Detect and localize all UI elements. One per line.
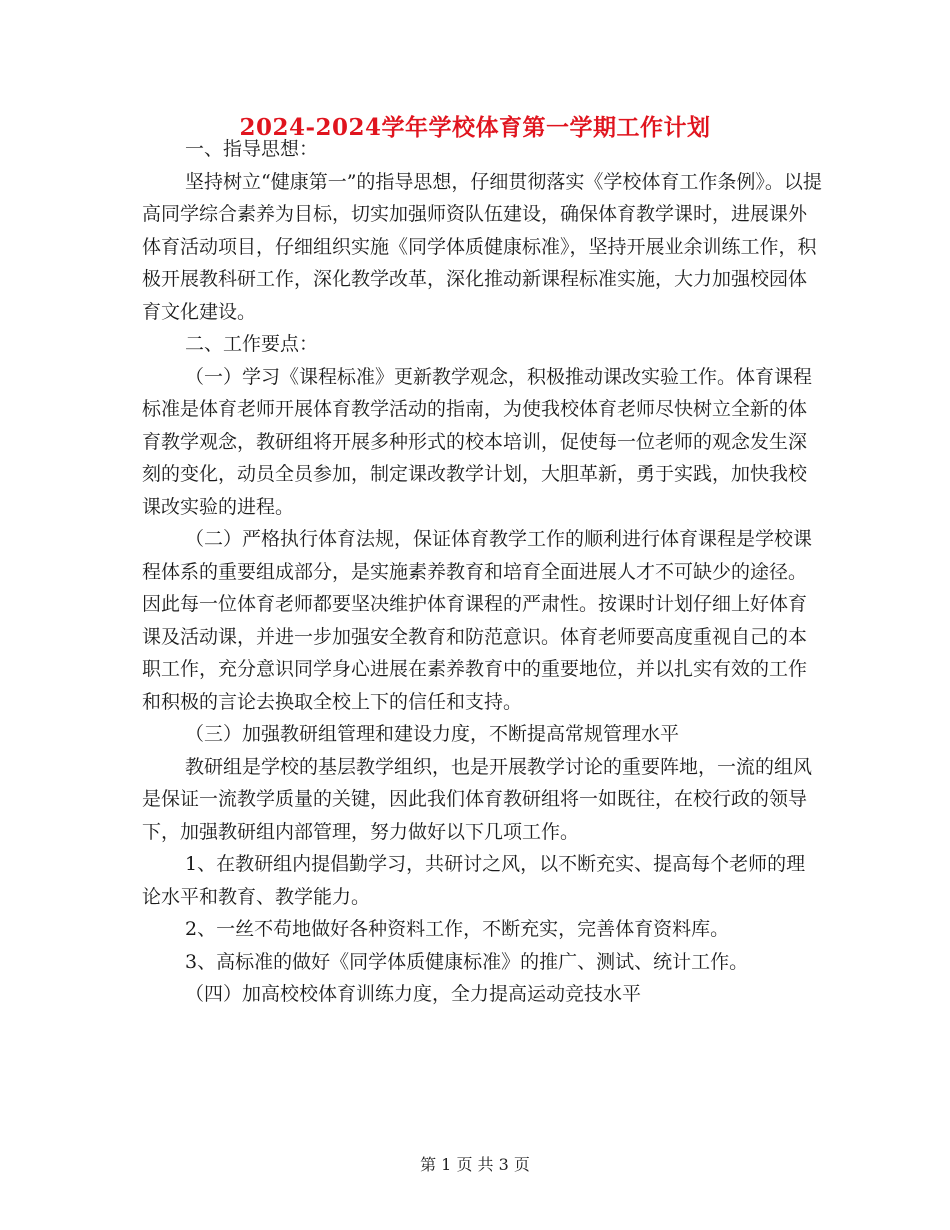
section-heading-work-points: 二、工作要点： (185, 333, 319, 355)
paragraph-pe-regulations: （二）严格执行体育法规，保证体育教学工作的顺利进行体育课程是学校课程体系的重要组成部分，是实施素养教育和培育全面进展人才不可缺少的途径。因此每一位体育老师都要坚决维护体育课程的严肃性。按课时计划仔细上好体育课及活动课，并进一步加强安全教育和防范意识。体育老师要高度重视自己的本职工作，充分意识同学身心进展在素养教育中的重要地位，并以扎实有效的工作和积极的言论去换取全校上下的信任和支持。 (142, 528, 813, 713)
subheading-sports-training: （四）加高校校体育训练力度，全力提高运动竞技水平 (185, 983, 642, 1005)
paragraph-guiding-thought: 坚持树立“健康第一”的指导思想，仔细贯彻落实《学校体育工作条例》。以提高同学综合素养为目标，切实加强师资队伍建设，确保体育教学课时，进展课外体育活动项目，仔细组织实施《同学体质健康标准》，坚持开展业余训练工作，积极开展教科研工作，深化教学改革，深化推动新课程标准实施，大力加强校园体育文化建设。 (142, 170, 822, 323)
list-item-health-standards: 3、高标准的做好《同学体质健康标准》的推广、测试、统计工作。 (185, 950, 749, 973)
section-heading-guiding-thought: 一、指导思想： (185, 138, 319, 160)
paragraph-teaching-group: 教研组是学校的基层教学组织，也是开展教学讨论的重要阵地，一流的组风是保证一流教学质量的关键，因此我们体育教研组将一如既往，在校行政的领导下，加强教研组内部管理，努力做好以下几项工作。 (142, 755, 813, 843)
page-number-footer: 第 1 页 共 3 页 (420, 1155, 530, 1174)
subheading-teaching-group-management: （三）加强教研组管理和建设力度，不断提高常规管理水平 (185, 723, 680, 745)
document-body (142, 133, 822, 1011)
list-item-documentation: 2、一丝不苟地做好各种资料工作，不断充实，完善体育资料库。 (185, 918, 730, 940)
paragraph-curriculum-standards: （一）学习《课程标准》更新教学观念，积极推动课改实验工作。体育课程标准是体育老师开展体育教学活动的指南，为使我校体育老师尽快树立全新的体育教学观念，教研组将开展多种形式的校本培训，促使每一位老师的观念发生深刻的变化，动员全员参加，制定课改教学计划，大胆革新，勇于实践，加快我校课改实验的进程。 (142, 365, 813, 518)
list-item-study-culture: 1、在教研组内提倡勤学习，共研讨之风，以不断充实、提高每个老师的理论水平和教育、教学能力。 (142, 853, 806, 908)
document-title: 2024-2024学年学校体育第一学期工作计划 (239, 114, 711, 141)
